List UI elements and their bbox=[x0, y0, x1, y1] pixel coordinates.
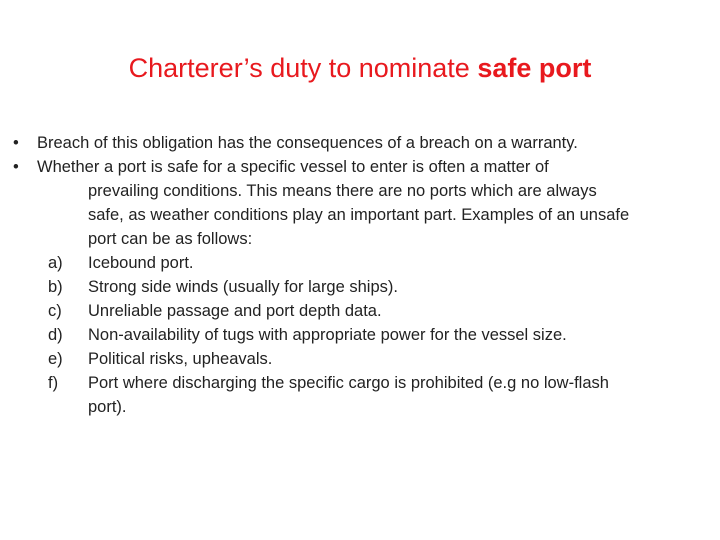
list-text-line: port). bbox=[88, 398, 127, 416]
list-marker: a) bbox=[48, 254, 63, 272]
bullet-marker: • bbox=[13, 134, 19, 152]
bullet-text-line: safe, as weather conditions play an important part. Examples of an unsafe bbox=[88, 206, 630, 224]
list-marker: d) bbox=[48, 326, 63, 344]
bullet-marker: • bbox=[13, 158, 19, 176]
list-item bbox=[13, 347, 713, 371]
list-text: Political risks, upheavals. bbox=[88, 350, 273, 368]
list-item bbox=[13, 275, 713, 299]
list-text: Strong side winds (usually for large ships). bbox=[88, 278, 398, 296]
title-bold-text: safe port bbox=[477, 53, 592, 83]
title-plain-text: Charterer’s duty to nominate bbox=[128, 53, 478, 83]
bullet-text: Breach of this obligation has the consequences of a breach on a warranty. bbox=[37, 134, 578, 152]
list-item bbox=[13, 251, 713, 275]
bullet-item bbox=[13, 155, 713, 251]
list-item bbox=[13, 299, 713, 323]
slide-title bbox=[0, 48, 720, 88]
list-item bbox=[13, 323, 713, 347]
list-marker: f) bbox=[48, 374, 59, 392]
list-item bbox=[13, 371, 713, 419]
list-marker: c) bbox=[48, 302, 62, 320]
slide-body bbox=[13, 131, 713, 419]
list-marker: b) bbox=[48, 278, 63, 296]
bullet-text-line: prevailing conditions. This means there are no ports which are always bbox=[88, 182, 597, 200]
bullet-text-line: Whether a port is safe for a specific vessel to enter is often a matter of bbox=[37, 158, 549, 176]
list-text-line: Port where discharging the specific cargo is prohibited (e.g no low-flash bbox=[88, 374, 609, 392]
list-text: Non-availability of tugs with appropriate power for the vessel size. bbox=[88, 326, 567, 344]
list-text: Icebound port. bbox=[88, 254, 194, 272]
list-text: Unreliable passage and port depth data. bbox=[88, 302, 382, 320]
bullet-item bbox=[13, 131, 713, 155]
bullet-text-line: port can be as follows: bbox=[88, 230, 253, 248]
list-marker: e) bbox=[48, 350, 63, 368]
